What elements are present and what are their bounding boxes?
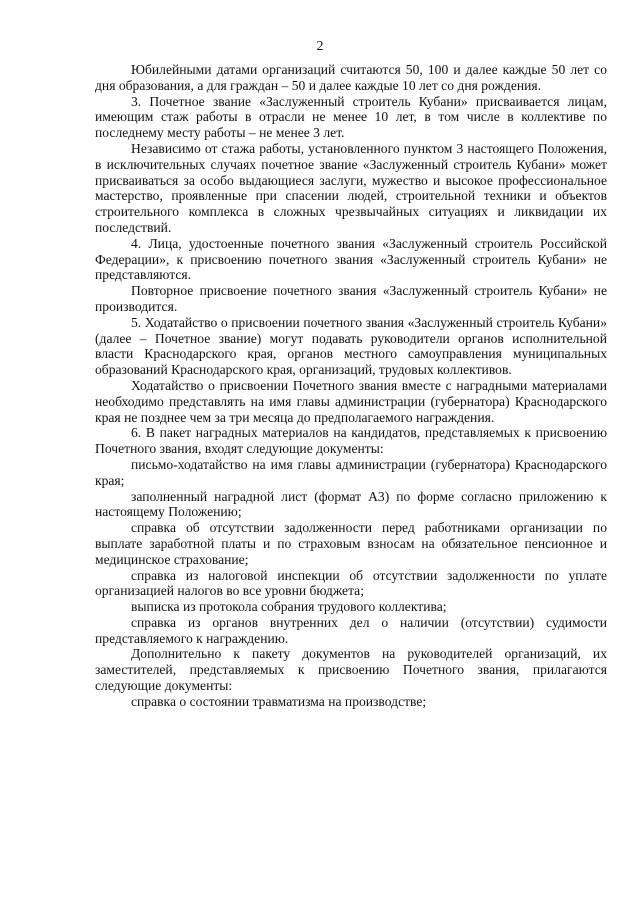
list-item-petition-letter: письмо-ходатайство на имя главы администрации (губернатора) Краснодарского края; xyxy=(95,456,607,488)
paragraph-clause-5: 5. Ходатайство о присвоении почетного звания «Заслуженный строитель Кубани» (далее – Почетное звание) могут подавать руководители органов исполнительной власти Краснодарского края, органов местного самоуправления муниципальных образований Краснодарского края, организаций, трудовых коллективов. xyxy=(95,314,607,378)
paragraph-petition-deadline: Ходатайство о присвоении Почетного звания вместе с наградными материалами необходимо представлять на имя главы администрации (губернатора) Краснодарского края не позднее чем за три месяца до предполагаемого награждения. xyxy=(95,377,607,425)
list-item-salary-debt-certificate: справка об отсутствии задолженности перед работниками организации по выплате заработной платы и по страховым взносам на обязательное пенсионное и медицинское страхование; xyxy=(95,520,607,567)
list-item-award-sheet: заполненный наградной лист (формат А3) по форме согласно приложению к настоящему Положению; xyxy=(95,488,607,520)
list-item-injury-certificate: справка о состоянии травматизма на производстве; xyxy=(131,693,427,709)
list-item-tax-certificate: справка из налоговой инспекции об отсутствии задолженности по уплате организацией налогов во все уровни бюджета; xyxy=(95,567,607,599)
paragraph-additional-documents: Дополнительно к пакету документов на руководителей организаций, их заместителей, представляемых к присвоению Почетного звания, прилагаются следующие документы: xyxy=(95,646,607,694)
list-item-meeting-minutes: выписка из протокола собрания трудового коллектива; xyxy=(131,599,447,615)
paragraph-exceptional-cases: Независимо от стажа работы, установленного пунктом 3 настоящего Положения, в исключительных случаях почетное звание «Заслуженный строитель Кубани» может присваиваться за особо выдающиеся заслуги, мужество и высокое профессиональное мастерство, проявленные при спасении людей, строительной техники и объектов строительного комплекса в сложных чрезвычайных ситуациях и ликвидации их последствий. xyxy=(95,140,607,235)
document-body xyxy=(95,62,607,710)
list-item-criminal-record-certificate: справка из органов внутренних дел о наличии (отсутствии) судимости представляемого к награждению. xyxy=(95,614,607,646)
paragraph-clause-6: 6. В пакет наградных материалов на кандидатов, представляемых к присвоению Почетного звания, входят следующие документы: xyxy=(95,425,607,457)
paragraph-clause-3: 3. Почетное звание «Заслуженный строитель Кубани» присваивается лицам, имеющим стаж работы в отрасли не менее 10 лет, в том числе в коллективе по последнему месту работы – не менее 3 лет. xyxy=(95,93,607,141)
paragraph-repeat-award: Повторное присвоение почетного звания «Заслуженный строитель Кубани» не производится. xyxy=(95,283,607,314)
paragraph-anniversary-dates: Юбилейными датами организаций считаются 50, 100 и далее каждые 50 лет со дня образования, а для граждан – 50 и далее каждые 10 лет со дня рождения. xyxy=(95,62,607,93)
paragraph-clause-4: 4. Лица, удостоенные почетного звания «Заслуженный строитель Российской Федерации», к присвоению почетного звания «Заслуженный строитель Кубани» не представляются. xyxy=(95,235,607,283)
page-number: 2 xyxy=(316,39,324,54)
